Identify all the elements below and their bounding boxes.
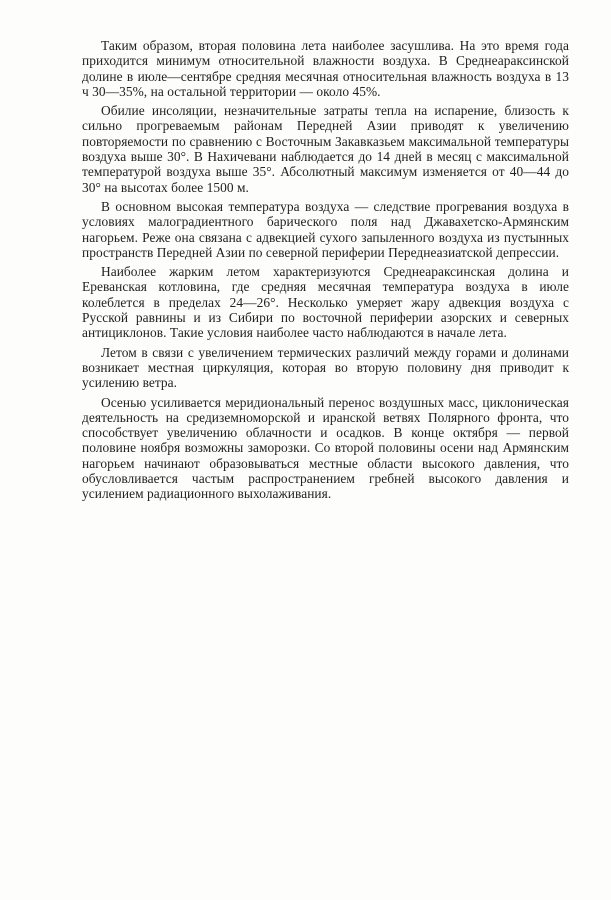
- paragraph-6: Осенью усиливается меридиональный перенос воздушных масс, циклоническая деятельность на средиземноморской и иранской ветвях Полярного фронта, что способствует увеличению облачности и осадков. В конце октября — первой половине ноября возможны заморозки. Со второй половины осени над Армянским нагорьем начинают образовываться местные области высокого давления, что обусловливается частым распространением гребней высокого давления и усилением радиационного выхолаживания.: [82, 394, 569, 502]
- paragraph-1: Таким образом, вторая половина лета наиболее засушлива. На это время года приходится минимум относительной влажности воздуха. В Среднеараксинской долине в июле—сентябре средняя месячная относительная влажность воздуха в 13 ч 30—35%, на остальной территории — около 45%.: [82, 38, 569, 99]
- paragraph-3: В основном высокая температура воздуха — следствие прогревания воздуха в условиях малоградиентного барического поля над Джавахетско-Армянским нагорьем. Реже она связана с адвекцией сухого запыленного воздуха из пустынных пространств Передней Азии по северной периферии Переднеазиатской депрессии.: [82, 198, 569, 260]
- paragraph-2: Обилие инсоляции, незначительные затраты тепла на испарение, близость к сильно прогреваемым районам Передней Азии приводят к увеличению повторяемости по сравнению с Восточным Закавказьем максимальной температуры воздуха выше 30°. В Нахичевани наблюдается до 14 дней в месяц с максимальной температурой воздуха выше 35°. Абсолютный максимум изменяется от 40—44 до 30° на высотах более 1500 м.: [82, 103, 569, 195]
- paragraph-4: Наиболее жарким летом характеризуются Среднеараксинская долина и Ереванская котловина, где средняя месячная температура воздуха в июле колеблется в пределах 24—26°. Несколько умеряет жару адвекция воздуха с Русской равнины и из Сибири по восточной периферии азорских и северных антициклонов. Такие условия наиболее часто наблюдаются в начале лета.: [82, 264, 569, 341]
- body-text: [82, 38, 569, 506]
- paragraph-5: Летом в связи с увеличением термических различий между горами и долинами возникает местная циркуляция, которая во вторую половину дня приводит к усилению ветра.: [82, 344, 569, 391]
